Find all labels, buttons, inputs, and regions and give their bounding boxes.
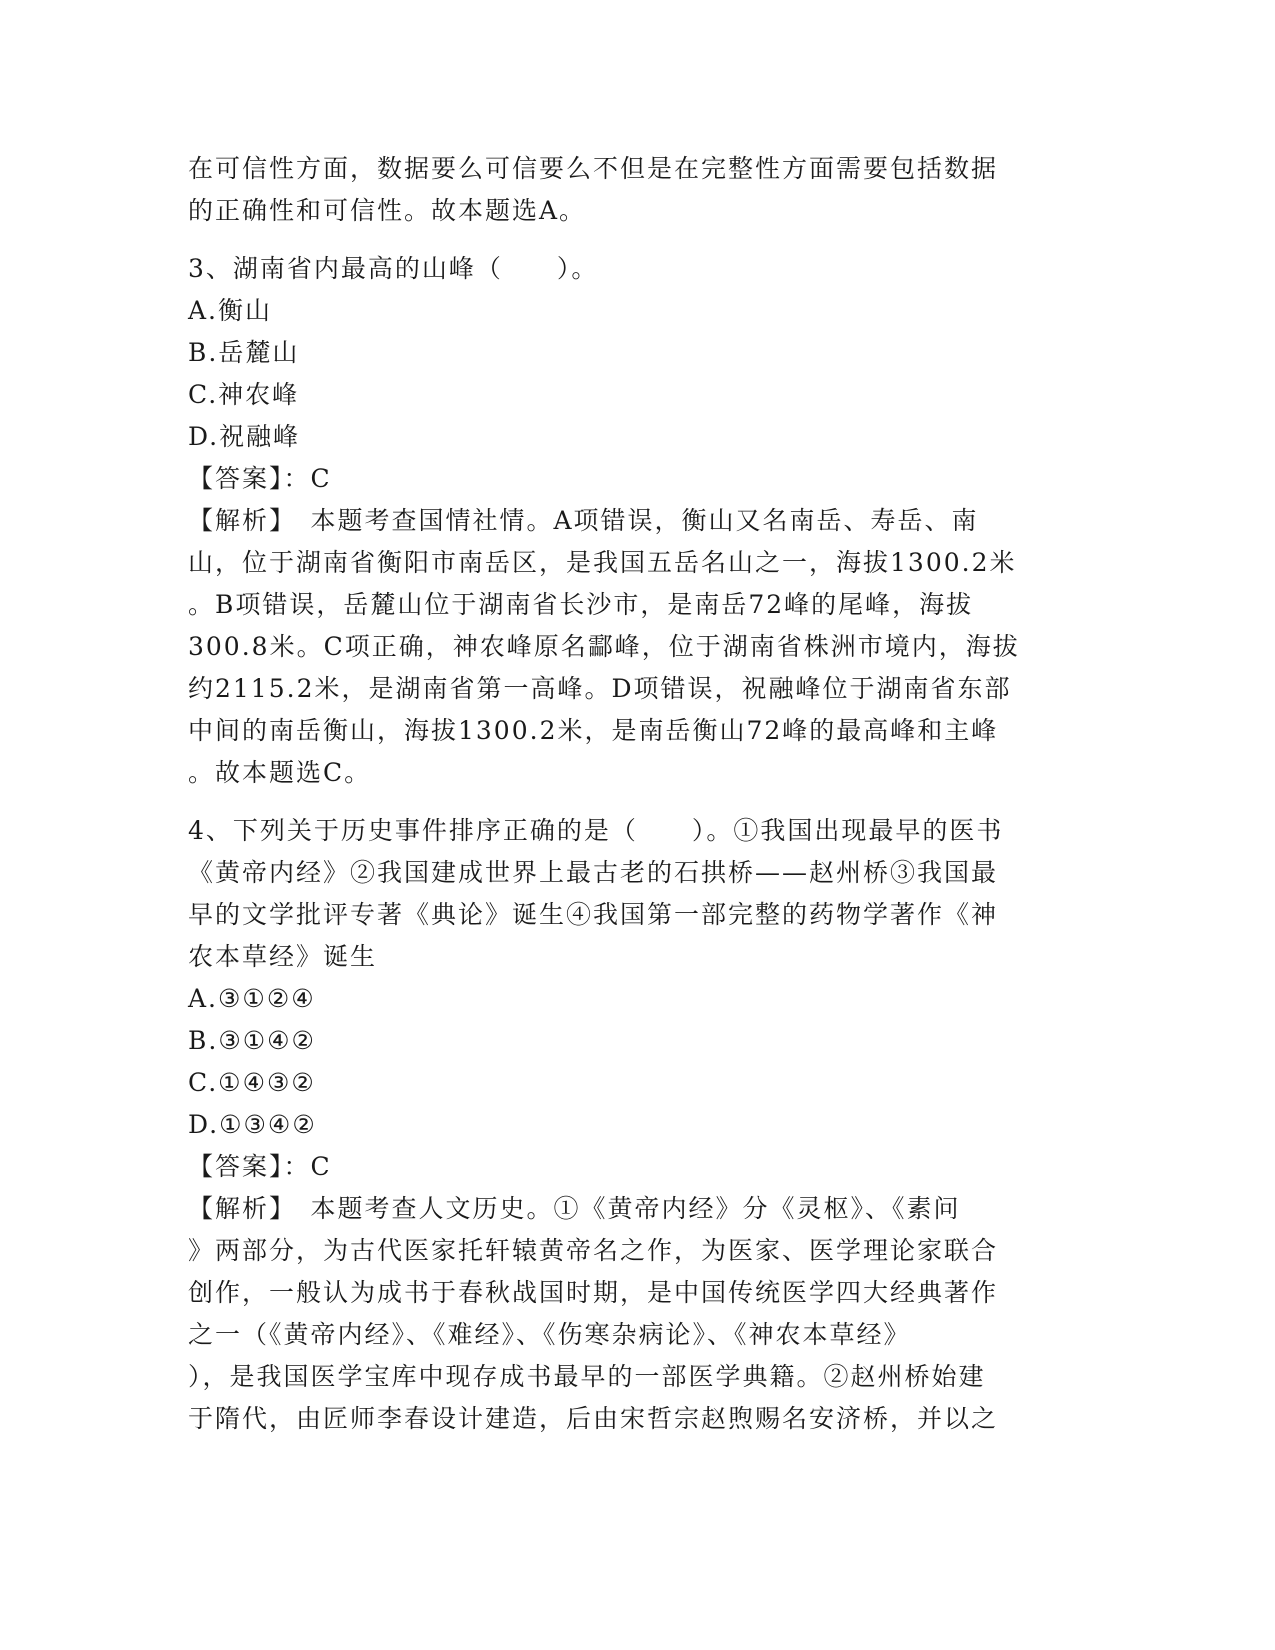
analysis-line: 中间的南岳衡山，海拔1300.2米，是南岳衡山72峰的最高峰和主峰 — [188, 716, 999, 745]
document-page — [188, 148, 1068, 1440]
option-a: A.衡山 — [188, 296, 273, 325]
question-stem: 农本草经》诞生 — [188, 942, 378, 971]
analysis-line: ），是我国医学宝库中现存成书最早的一部医学典籍。②赵州桥始建 — [188, 1362, 986, 1391]
analysis-line: 【解析】 本题考查人文历史。①《黄帝内经》分《灵枢》、《素问 — [188, 1194, 961, 1223]
question-stem: 3、湖南省内最高的山峰（ ）。 — [188, 254, 599, 283]
question-3 — [188, 248, 1068, 794]
analysis-line: 创作，一般认为成书于春秋战国时期，是中国传统医学四大经典著作 — [188, 1278, 999, 1307]
analysis-line: 之一（《黄帝内经》、《难经》、《伤寒杂病论》、《神农本草经》 — [188, 1320, 911, 1349]
analysis-line: 约2115.2米，是湖南省第一高峰。D项错误，祝融峰位于湖南省东部 — [188, 674, 1012, 703]
question-stem: 《黄帝内经》②我国建成世界上最古老的石拱桥——赵州桥③我国最 — [188, 858, 999, 887]
intro-paragraph — [188, 148, 1068, 232]
option-b: B.③①④② — [188, 1026, 316, 1055]
analysis-line: 山，位于湖南省衡阳市南岳区，是我国五岳名山之一，海拔1300.2米 — [188, 548, 1017, 577]
question-4 — [188, 810, 1068, 1440]
option-c: C.神农峰 — [188, 380, 300, 409]
analysis-line: 》两部分，为古代医家托轩辕黄帝名之作，为医家、医学理论家联合 — [188, 1236, 999, 1265]
text-line: 在可信性方面，数据要么可信要么不但是在完整性方面需要包括数据 — [188, 154, 999, 183]
analysis-line: 【解析】 本题考查国情社情。A项错误，衡山又名南岳、寿岳、南 — [188, 506, 979, 535]
analysis-line: 。B项错误，岳麓山位于湖南省长沙市，是南岳72峰的尾峰，海拔 — [188, 590, 974, 619]
answer-line: 【答案】：C — [188, 1152, 332, 1181]
text-line: 的正确性和可信性。故本题选A。 — [188, 196, 587, 225]
option-d: D.①③④② — [188, 1110, 317, 1139]
analysis-line: 于隋代，由匠师李春设计建造，后由宋哲宗赵煦赐名安济桥，并以之 — [188, 1404, 999, 1433]
question-stem: 早的文学批评专著《典论》诞生④我国第一部完整的药物学著作《神 — [188, 900, 999, 929]
question-stem: 4、下列关于历史事件排序正确的是（ ）。①我国出现最早的医书 — [188, 816, 1004, 845]
analysis-line: 300.8米。C项正确，神农峰原名酃峰，位于湖南省株洲市境内，海拔 — [188, 632, 1020, 661]
option-d: D.祝融峰 — [188, 422, 301, 451]
option-c: C.①④③② — [188, 1068, 316, 1097]
option-a: A.③①②④ — [188, 984, 316, 1013]
option-b: B.岳麓山 — [188, 338, 300, 367]
analysis-line: 。故本题选C。 — [188, 758, 372, 787]
answer-line: 【答案】：C — [188, 464, 332, 493]
